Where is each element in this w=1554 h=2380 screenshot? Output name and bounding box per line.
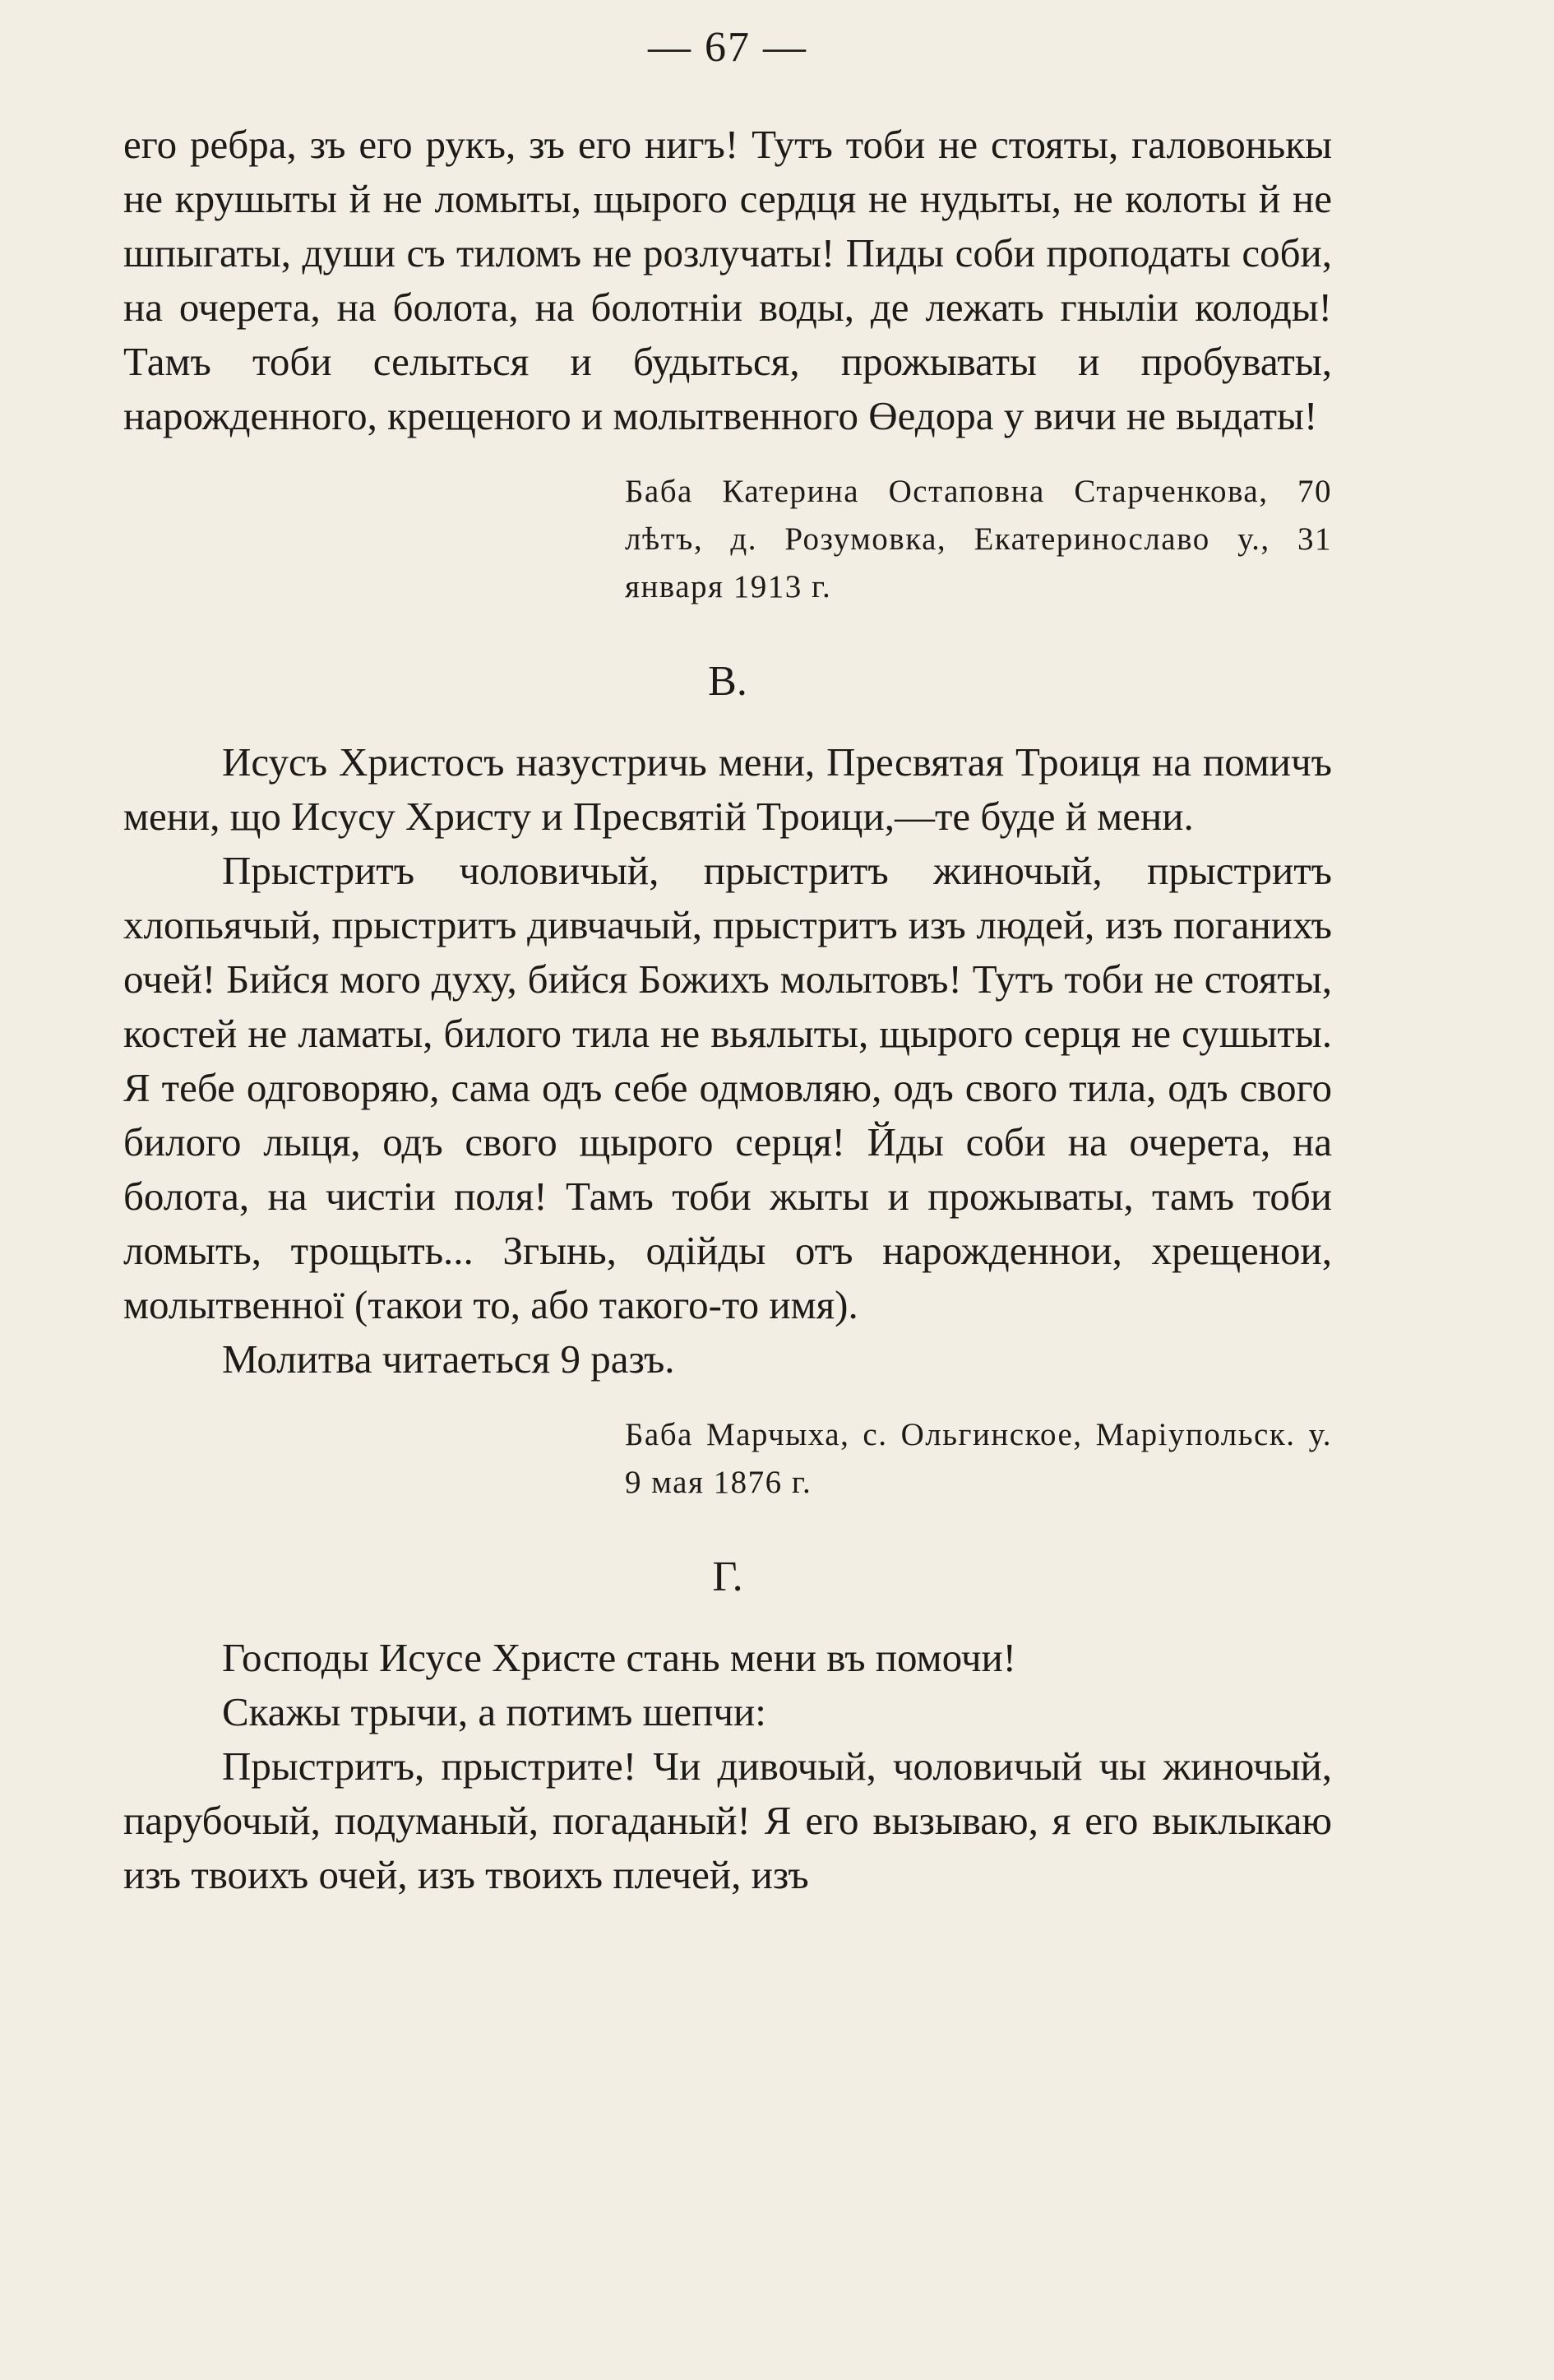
section-g-paragraph-3: Прыстритъ, прыстрите! Чи дивочый, чоловичый чы жиночый, парубочый, подуманый, погаданый! Я его вызываю, я его выклыкаю изъ твоихъ очей, изъ твоихъ плечей, изъ — [123, 1743, 1332, 1897]
section-g-paragraph-2: Скажы трычи, а потимъ шепчи: — [222, 1689, 766, 1734]
continuation-paragraph: его ребра, зъ его рукъ, зъ его нигъ! Тутъ тоби не стояты, галовонькы не крушыты й не ломыты, щырого сердця не нудыты, не колоты й не шпыгаты, души съ тиломъ не розлучаты! Пиды соби проподаты соби, на очерета, на болота, на болотніи воды, де лежать гныліи колоды! Тамъ тоби селыться и будыться, прожываты и пробуваты, нарожденного, крещеного и молытвенного Өедора у вичи не выдаты! — [123, 122, 1332, 438]
section-v — [123, 735, 1332, 1507]
continuation-block — [123, 118, 1332, 611]
section-v-paragraph-2: Прыстритъ чоловичый, прыстритъ жиночый, прыстритъ хлопьячый, прыстритъ дивчачый, прыстритъ изъ людей, изъ поганихъ очей! Бийся мого духу, бийся Божихъ молытовъ! Тутъ тоби не стояты, костей не ламаты, билого тила не вьялыты, щырого серця не сушыты. Я тебе одговоряю, сама одъ себе одмовляю, одъ свого тила, одъ свого билого лыця, одъ свого щырого серця! Йды соби на очерета, на болота, на чистіи поля! Тамъ тоби жыты и прожываты, тамъ тоби ломыть, трощыть... Згынь, одійды отъ нарожденнои, хрещенои, молытвенної (такои то, або такого-то имя). — [123, 848, 1332, 1327]
attribution-starchenkova: Баба Катерина Остаповна Старченкова, 70 лѣтъ, д. Розумовка, Екатеринославо у., 31 января 1913 г. — [625, 474, 1332, 604]
section-heading-v: В. — [708, 658, 747, 705]
page-number: — 67 — — [648, 24, 807, 71]
section-heading-g: Г. — [712, 1553, 743, 1600]
attribution-marchykha: Баба Марчыха, с. Ольгинское, Маріупольск. у. 9 мая 1876 г. — [625, 1417, 1332, 1500]
section-v-paragraph-3: Молитва читаеться 9 разъ. — [222, 1336, 675, 1382]
section-g-paragraph-1: Господы Исусе Христе стань мени въ помочи! — [222, 1635, 1017, 1680]
section-v-paragraph-1: Исусъ Христосъ назустричь мени, Пресвятая Троиця на помичъ мени, що Исусу Христу и Пресвятій Троици,—те буде й мени. — [123, 739, 1332, 839]
section-g — [123, 1631, 1332, 1902]
